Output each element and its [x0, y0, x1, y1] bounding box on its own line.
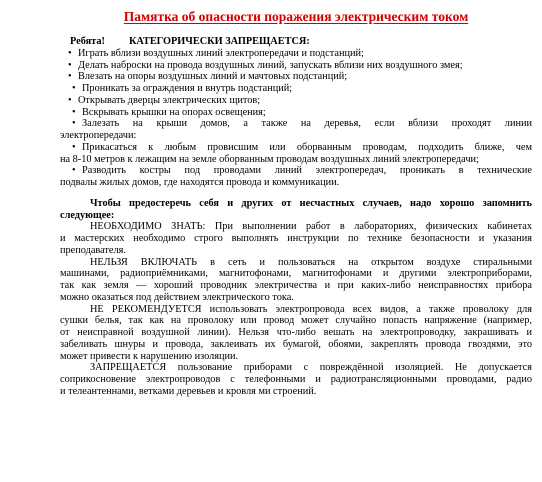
bullet-item: • Играть вблизи воздушных линий электропередачи и подстанций;	[68, 47, 364, 59]
bullet-icon: •	[72, 165, 76, 177]
bullet-item: • Прикасаться к любым провисшим или оборванным проводам, подходить ближе, чем на 8-10 метров к лежащим на земле оборванным проводам воздушных линий электропередачи;	[60, 141, 532, 165]
bullet-item: • Делать наброски на провода воздушных линий, запускать вблизи них воздушного змея;	[68, 59, 463, 71]
paragraph-forbidden-use: ЗАПРЕЩАЕТСЯ пользование приборами с повреждённой изоляцией. Не допускается соприкосновение электропроводов с телефонными и радиотрансляционными проводами, радио и телеантеннами, ветками деревьев и кровля ми строений.	[60, 362, 532, 397]
bullet-icon: •	[72, 106, 76, 118]
bullet-icon: •	[72, 118, 76, 130]
bullet-icon: •	[68, 47, 72, 59]
bullet-item: • Залезать на крыши домов, а также на деревья, если вблизи проходят линии электропередачи:	[60, 118, 532, 141]
bullet-icon: •	[72, 83, 76, 94]
bullet-icon: •	[68, 59, 72, 71]
bullet-item: • Влезать на опоры воздушных линий и мачтовых подстанций;	[68, 71, 348, 83]
bullet-item: • Открывать дверцы электрических щитов;	[68, 94, 261, 106]
paragraph-do-not-plug: НЕЛЬЗЯ ВКЛЮЧАТЬ в сеть и пользоваться на открытом воздухе стиральными машинами, радиоприёмниками, магнитофонами, магнитофонами и другими электроприборами, так как земля — хороший проводник электричества и при каких-либо неисправностях прибора можно оказаться под действием электрического тока.	[60, 256, 532, 303]
intro-line	[70, 36, 532, 48]
section-heading: Чтобы предостеречь себя и других от несчастных случаев, надо хорошо запомнить	[90, 197, 532, 209]
bullet-item: • Проникать за ограждения и внутрь подстанций;	[72, 83, 293, 94]
bullet-icon: •	[68, 71, 72, 83]
document-title: Памятка об опасности поражения электрическим током	[123, 9, 469, 24]
paragraph-not-recommended: НЕ РЕКОМЕНДУЕТСЯ использовать электропровода всех видов, а также проволоку для сушки белья, так как на проволоку или провод может случайно попасть напряжение (например, от неисправной воздушной линии). Нельзя что-либо вешать на электропроводку, закрашивать и забеливать шнуры и провода, заклеивать их бумагой, обоями, закреплять провода гвоздями, это может привести к нарушению изоляции.	[60, 303, 532, 362]
section-heading-cont: следующее:	[60, 209, 115, 221]
bullet-icon: •	[68, 94, 72, 106]
paragraph-must-know: НЕОБХОДИМО ЗНАТЬ: При выполнении работ в лабораториях, физических кабинетах и мастерских необходимо строго выполнять инструкции по технике безопасности и указания преподавателя.	[60, 221, 532, 256]
forbidden-heading: КАТЕГОРИЧЕСКИ ЗАПРЕЩАЕТСЯ:	[128, 36, 310, 47]
bullet-item: • Вскрывать крышки на опорах освещения;	[72, 106, 266, 118]
bullet-icon: •	[72, 141, 76, 153]
bullet-item: • Разводить костры под проводами линий электропередач, проникать в технические подвалы жилых домов, где находятся провода и коммуникации.	[60, 165, 532, 188]
greeting-text: Ребята!	[70, 36, 105, 47]
